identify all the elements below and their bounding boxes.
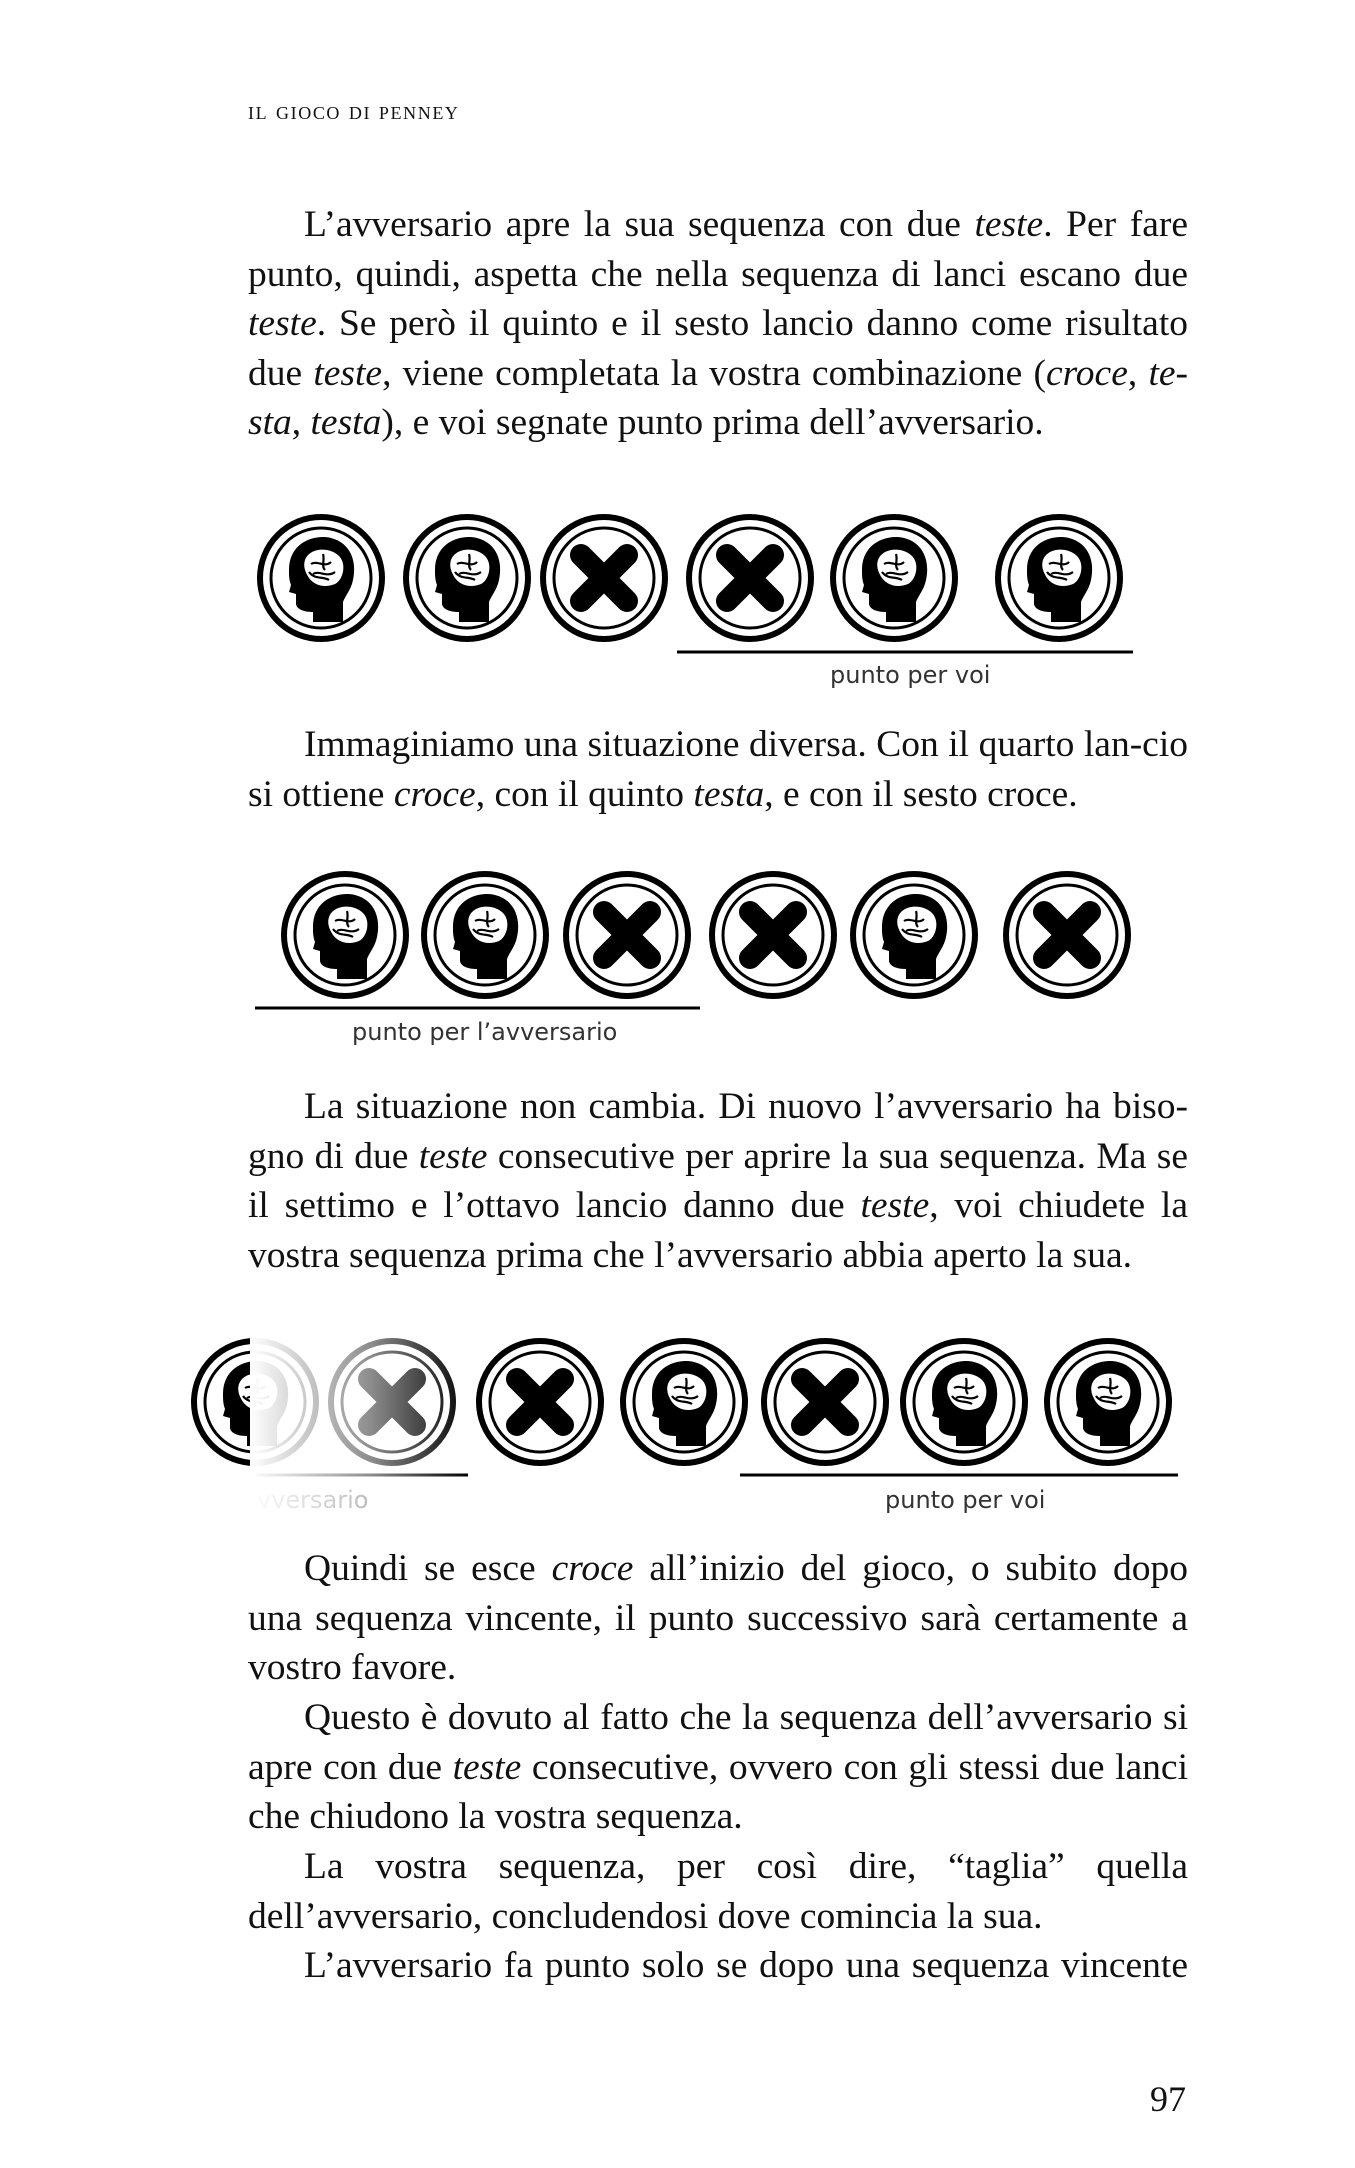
coin-testa bbox=[406, 517, 528, 639]
paragraph-2: Immaginiamo una situazione diversa. Con il quarto lan-cio si ottiene croce, con il quinto testa, e con il sesto croce. bbox=[248, 724, 1188, 815]
coin-croce bbox=[479, 1341, 601, 1463]
coin-testa bbox=[833, 517, 955, 639]
paragraph-5: Questo è dovuto al fatto che la sequenza dell’avversario si apre con due teste consecutive, ovvero con gli stessi due lanci che chiudono la vostra sequenza. bbox=[248, 1697, 1188, 1837]
coin-testa bbox=[424, 874, 546, 996]
running-title: il gioco di penney bbox=[248, 98, 460, 125]
coin-testa bbox=[998, 517, 1120, 639]
paragraph-1: L’avversario apre la sua sequenza con due teste. Per fare punto, quindi, aspetta che nella sequenza di lanci escano due teste. Se però il quinto e il sesto lancio danno come risultato due teste, viene completata la vostra combinazione (croce, te-sta, testa), e voi segnate punto prima dell’avversario. bbox=[248, 204, 1188, 443]
paragraph-4: Quindi se esce croce all’inizio del gioco, o subito dopo una sequenza vincente, il punto successivo sarà certamente a vostro favore. bbox=[248, 1548, 1188, 1688]
coin-sequence-diagram-2 bbox=[0, 860, 1355, 1060]
coin-testa bbox=[853, 874, 975, 996]
coin-croce bbox=[543, 517, 665, 639]
coin-croce bbox=[712, 874, 834, 996]
coin-sequence-diagram-1 bbox=[0, 500, 1355, 700]
coin-testa bbox=[260, 517, 382, 639]
sequence-label: punto per voi bbox=[830, 661, 991, 689]
page-number: 97 bbox=[1150, 2079, 1186, 2119]
coin-testa bbox=[284, 874, 406, 996]
coin-croce bbox=[764, 1341, 886, 1463]
sequence-label: punto per l’avversario bbox=[352, 1018, 618, 1046]
fade-overlay bbox=[250, 1320, 470, 1520]
coin-croce bbox=[566, 874, 688, 996]
coin-croce bbox=[689, 517, 811, 639]
paragraph-6: La vostra sequenza, per così dire, “taglia” quella dell’avversario, concludendosi dove comincia la sua. bbox=[248, 1846, 1188, 1937]
coin-testa bbox=[1047, 1341, 1169, 1463]
coin-testa bbox=[903, 1341, 1025, 1463]
coin-sequence-diagram-3 bbox=[0, 1320, 1355, 1520]
coin-croce bbox=[1006, 874, 1128, 996]
paragraph-3: La situazione non cambia. Di nuovo l’avversario ha biso-gno di due teste consecutive per aprire la sua sequenza. Ma se il settimo e l’ottavo lancio danno due teste, voi chiudete la vostra sequenza prima che l’avversario abbia aperto la sua. bbox=[248, 1086, 1188, 1276]
paragraph-7: L’avversario fa punto solo se dopo una sequenza vincente bbox=[304, 1945, 1188, 1986]
sequence-label: punto per voi bbox=[885, 1486, 1046, 1514]
coin-testa bbox=[623, 1341, 745, 1463]
